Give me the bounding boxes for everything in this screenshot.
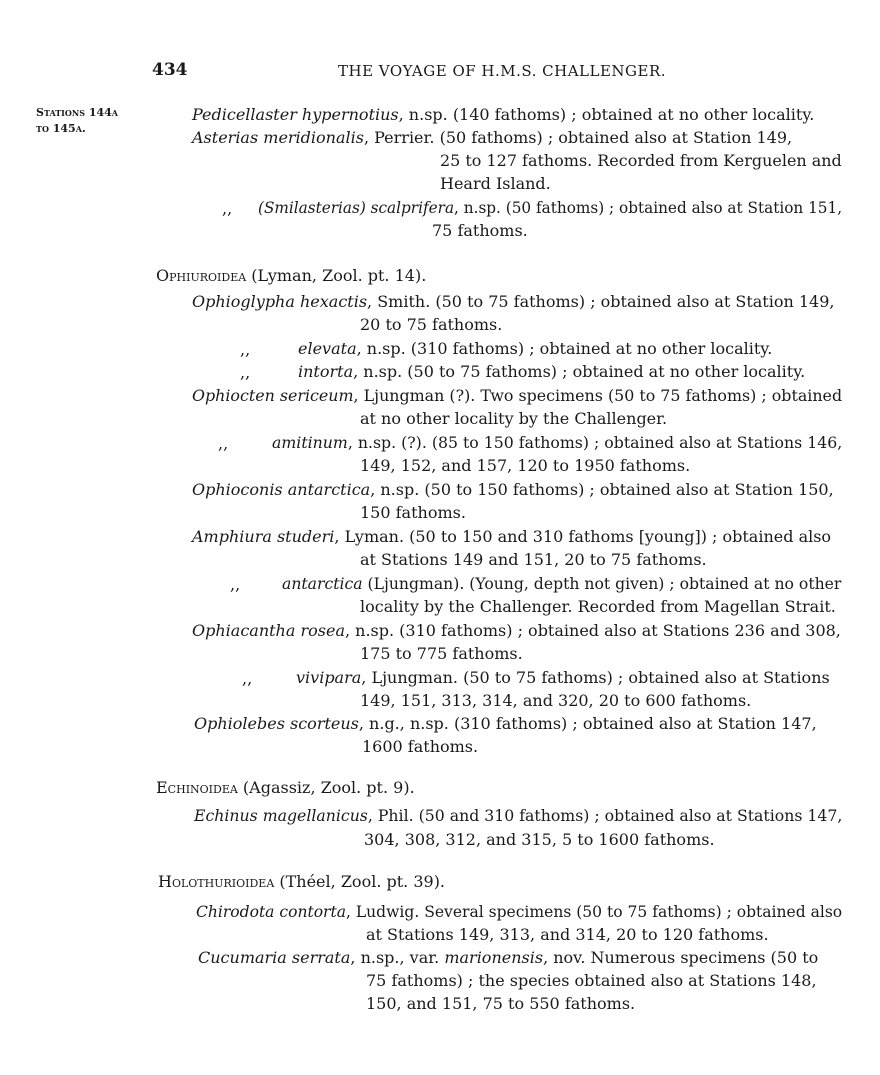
section-title: Echinoidea (156, 778, 238, 797)
ditto-mark: ,, (242, 669, 253, 688)
species-entry (272, 431, 842, 454)
section-heading (156, 264, 426, 287)
section-reference: (Théel, Zool. pt. 39). (274, 872, 446, 891)
ditto-mark: ,, (240, 363, 251, 382)
entry-text: , n.sp. (?). (85 to 150 fathoms) ; obtained also at Stations 146, (347, 433, 843, 452)
continuation-line: 25 to 127 fathoms. Recorded from Kerguelen and (440, 151, 842, 170)
species-name: Amphiura studeri (192, 527, 335, 546)
species-entry (258, 196, 842, 219)
continuation-line: 175 to 775 fathoms. (360, 644, 523, 663)
entry-text: , n.sp. (50 to 150 fathoms) ; obtained also at Station 150, (370, 480, 834, 499)
ditto-mark: ,, (222, 199, 233, 218)
species-entry (298, 337, 772, 360)
species-name: Chirodota contorta (196, 902, 346, 921)
species-entry (298, 360, 805, 383)
page-number: 434 (152, 60, 188, 80)
species-entry (194, 712, 817, 735)
continuation-line: 150 fathoms. (360, 503, 466, 522)
margin-note-line2: to 145a. (36, 122, 86, 135)
entry-text: , n.sp. (50 to 75 fathoms) ; obtained at no other locality. (353, 362, 806, 381)
species-entry (192, 384, 842, 407)
ditto-mark: ,, (240, 340, 251, 359)
entry-text: , Smith. (50 to 75 fathoms) ; obtained also at Station 149, (367, 292, 835, 311)
continuation-line: at no other locality by the Challenger. (360, 409, 668, 428)
species-name: Pedicellaster hypernotius (192, 105, 399, 124)
species-name: (Smilasterias) scalprifera (258, 198, 455, 217)
species-entry (194, 804, 842, 827)
entry-text: , Ljungman. (50 to 75 fathoms) ; obtained also at Stations (361, 668, 830, 687)
entry-text: , n.sp. (310 fathoms) ; obtained at no other locality. (356, 339, 773, 358)
continuation-line: Heard Island. (440, 174, 551, 193)
continuation-line: 150, and 151, 75 to 550 fathoms. (366, 994, 636, 1013)
entry-text: , n.g., n.sp. (310 fathoms) ; obtained also at Station 147, (358, 714, 817, 733)
continuation-line: 20 to 75 fathoms. (360, 315, 503, 334)
section-heading (158, 870, 445, 893)
ditto-mark: ,, (230, 575, 241, 594)
continuation-line: locality by the Challenger. Recorded from Magellan Strait. (360, 597, 836, 616)
variety-name: marionensis (444, 948, 544, 967)
section-title: Ophiuroidea (156, 266, 247, 285)
section-reference: (Lyman, Zool. pt. 14). (246, 266, 427, 285)
species-name: Ophioglypha hexactis (192, 292, 368, 311)
entry-text: , n.sp. (50 fathoms) ; obtained also at Station 151, (454, 198, 843, 217)
entry-text: , n.sp. (310 fathoms) ; obtained also at Stations 236 and 308, (344, 621, 841, 640)
continuation-line: 1600 fathoms. (362, 737, 479, 756)
running-title: THE VOYAGE OF H.M.S. CHALLENGER. (338, 62, 667, 80)
entry-text: , Ljungman (?). Two specimens (50 to 75 fathoms) ; obtained (353, 386, 843, 405)
continuation-line: 75 fathoms. (432, 221, 528, 240)
section-title: Holothurioidea (158, 872, 275, 891)
species-name: Asterias meridionalis (192, 128, 364, 147)
species-entry (192, 619, 841, 642)
species-name: Echinus magellanicus (194, 806, 368, 825)
entry-text: , nov. Numerous specimens (50 to (543, 948, 819, 967)
species-entry (192, 290, 835, 313)
entry-text: , Phil. (50 and 310 fathoms) ; obtained also at Stations 147, (367, 806, 843, 825)
species-name: Ophiolebes scorteus (194, 714, 359, 733)
species-entry (192, 103, 814, 126)
species-entry (196, 900, 842, 923)
species-entry (296, 666, 830, 689)
species-name: intorta (298, 362, 354, 381)
species-name: Ophiocten sericeum (192, 386, 354, 405)
continuation-line: 149, 152, and 157, 120 to 1950 fathoms. (360, 456, 691, 475)
entry-text: , n.sp. (140 fathoms) ; obtained at no other locality. (398, 105, 815, 124)
section-reference: (Agassiz, Zool. pt. 9). (237, 778, 415, 797)
species-name: amitinum (272, 433, 348, 452)
species-entry (192, 478, 834, 501)
continuation-line: at Stations 149, 313, and 314, 20 to 120 fathoms. (366, 925, 769, 944)
margin-note-line1: Stations 144a (36, 106, 118, 119)
entry-text: , Lyman. (50 to 150 and 310 fathoms [young]) ; obtained also (334, 527, 832, 546)
section-heading (156, 776, 415, 799)
entry-text: , Perrier. (50 fathoms) ; obtained also at Station 149, (363, 128, 793, 147)
species-name: Ophioconis antarctica (192, 480, 371, 499)
species-entry (198, 946, 818, 969)
species-entry (192, 126, 792, 149)
entry-text: (Ljungman). (Young, depth not given) ; obtained at no other (362, 574, 842, 593)
species-entry (282, 572, 841, 595)
continuation-line: at Stations 149 and 151, 20 to 75 fathoms. (360, 550, 707, 569)
entry-text: , n.sp., var. (350, 948, 445, 967)
species-name: Cucumaria serrata (198, 948, 351, 967)
continuation-line: 75 fathoms) ; the species obtained also at Stations 148, (366, 971, 817, 990)
species-name: elevata (298, 339, 357, 358)
species-entry (192, 525, 831, 548)
species-name: vivipara (296, 668, 362, 687)
continuation-line: 149, 151, 313, 314, and 320, 20 to 600 fathoms. (360, 691, 752, 710)
entry-text: , Ludwig. Several specimens (50 to 75 fathoms) ; obtained also (345, 902, 843, 921)
continuation-line: 304, 308, 312, and 315, 5 to 1600 fathoms. (364, 830, 715, 849)
ditto-mark: ,, (218, 434, 229, 453)
species-name: Ophiacantha rosea (192, 621, 345, 640)
species-name: antarctica (282, 574, 363, 593)
